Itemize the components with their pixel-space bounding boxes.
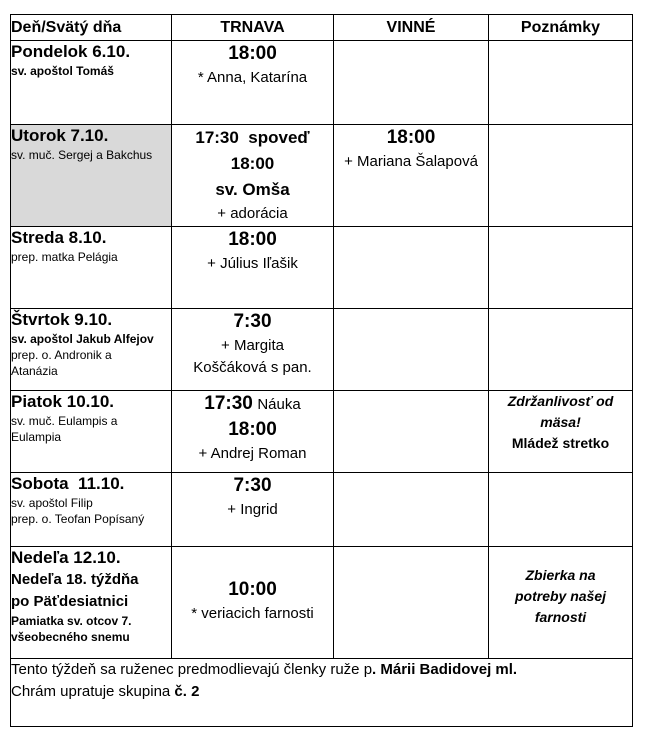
day-saint: sv. apoštol Tomáš (11, 64, 114, 78)
notes-cell (489, 391, 633, 473)
day-title: Piatok 10.10. (11, 392, 115, 411)
day-saint: všeobecného snemu (11, 630, 130, 644)
day-title: Štvrtok 9.10. (11, 310, 113, 329)
mass-time: 18:00 (386, 127, 436, 148)
trnava-cell (172, 125, 334, 227)
day-saint: prep. o. Teofan Popísaný (11, 512, 145, 526)
day-title: Nedeľa 12.10. (11, 548, 121, 567)
header-day: Deň/Svätý dňa (11, 15, 172, 41)
note-line: farnosti (534, 609, 587, 625)
trnava-cell (172, 547, 334, 659)
header-row (11, 15, 633, 41)
mass-intention: + Andrej Roman (198, 445, 307, 462)
mass-time: 7:30 (233, 311, 272, 332)
table-row (11, 41, 633, 125)
day-cell (11, 309, 172, 391)
mass-intention: + Margita (221, 337, 284, 354)
lecture-line (172, 391, 333, 417)
vinne-cell (334, 473, 489, 547)
day-saint: Eulampia (11, 430, 62, 444)
mass-intention: * veriacich farnosti (191, 605, 314, 622)
table-row (11, 125, 633, 227)
mass-intention: + adorácia (217, 205, 288, 222)
day-saint: sv. muč. Eulampis a (11, 414, 118, 428)
notes-cell (489, 227, 633, 309)
mass-intention: * Anna, Katarína (197, 69, 308, 86)
day-cell (11, 41, 172, 125)
day-saint: Pamiatka sv. otcov 7. (11, 614, 132, 628)
lecture-label: Náuka (257, 396, 301, 413)
footer-cell (11, 659, 633, 727)
trnava-cell (172, 473, 334, 547)
header-notes: Poznámky (489, 15, 633, 41)
mass-time: 10:00 (228, 579, 277, 600)
trnava-cell (172, 309, 334, 391)
header-vinne: VINNÉ (334, 15, 489, 41)
header-trnava: TRNAVA (172, 15, 334, 41)
day-saint: prep. o. Andronik a (11, 348, 112, 362)
day-cell (11, 547, 172, 659)
table-row (11, 547, 633, 659)
table-row (11, 391, 633, 473)
day-title: Utorok 7.10. (11, 126, 109, 145)
confession-time: 17:30 spoveď (195, 128, 310, 147)
mass-intention: Koščáková s pan. (193, 359, 312, 376)
mass-time: 18:00 (228, 419, 277, 440)
day-cell (11, 391, 172, 473)
schedule-table (10, 14, 633, 727)
footer-row (11, 659, 633, 727)
lecture-time: 17:30 (204, 393, 253, 414)
day-cell (11, 227, 172, 309)
vinne-cell (334, 41, 489, 125)
cleaning-group: č. 2 (174, 683, 200, 700)
day-saint: prep. matka Pelágia (11, 250, 118, 264)
mass-time: 18:00 (228, 229, 277, 250)
trnava-cell (172, 41, 334, 125)
notes-cell (489, 125, 633, 227)
day-saint: sv. apoštol Jakub Alfejov (11, 332, 154, 346)
day-subtitle: Nedeľa 18. týždňa (11, 571, 139, 588)
notes-cell (489, 41, 633, 125)
note-line: Zdržanlivosť od (507, 393, 614, 409)
vinne-cell (334, 227, 489, 309)
footer-line-rosary (11, 659, 632, 681)
day-subtitle: po Päťdesiatnici (11, 593, 129, 610)
notes-cell (489, 309, 633, 391)
cleaning-text: Chrám upratuje skupina (11, 683, 175, 700)
table-row (11, 473, 633, 547)
mass-label: sv. Omša (215, 180, 290, 199)
day-cell (11, 473, 172, 547)
table-row (11, 309, 633, 391)
day-saint: sv. apoštol Filip (11, 496, 93, 510)
notes-cell (489, 547, 633, 659)
vinne-cell (334, 309, 489, 391)
day-saint: Atanázia (11, 364, 58, 378)
trnava-cell (172, 391, 334, 473)
rosary-text: Tento týždeň sa ruženec predmodlievajú členky ruže p (11, 661, 373, 678)
day-saint: sv. muč. Sergej a Bakchus (11, 148, 153, 162)
day-title: Streda 8.10. (11, 228, 107, 247)
vinne-cell (334, 547, 489, 659)
table-row (11, 227, 633, 309)
note-line: Zbierka na (525, 567, 596, 583)
footer-line-cleaning (11, 681, 632, 703)
vinne-cell (334, 391, 489, 473)
notes-cell (489, 473, 633, 547)
mass-intention: + Július Iľašik (207, 255, 298, 272)
day-title: Sobota 11.10. (11, 474, 125, 493)
note-line: potreby našej (514, 588, 607, 604)
trnava-cell (172, 227, 334, 309)
rosary-name: . Márii Badidovej ml. (372, 661, 518, 678)
day-cell (11, 125, 172, 227)
mass-intention: + Ingrid (227, 501, 278, 518)
vinne-cell (334, 125, 489, 227)
mass-time: 18:00 (230, 154, 275, 173)
mass-intention: + Mariana Šalapová (344, 153, 478, 170)
note-line: mäsa! (540, 414, 581, 430)
day-title: Pondelok 6.10. (11, 42, 131, 61)
mass-time: 7:30 (233, 475, 272, 496)
mass-time: 18:00 (228, 43, 277, 64)
note-line: Mládež stretko (511, 435, 610, 451)
